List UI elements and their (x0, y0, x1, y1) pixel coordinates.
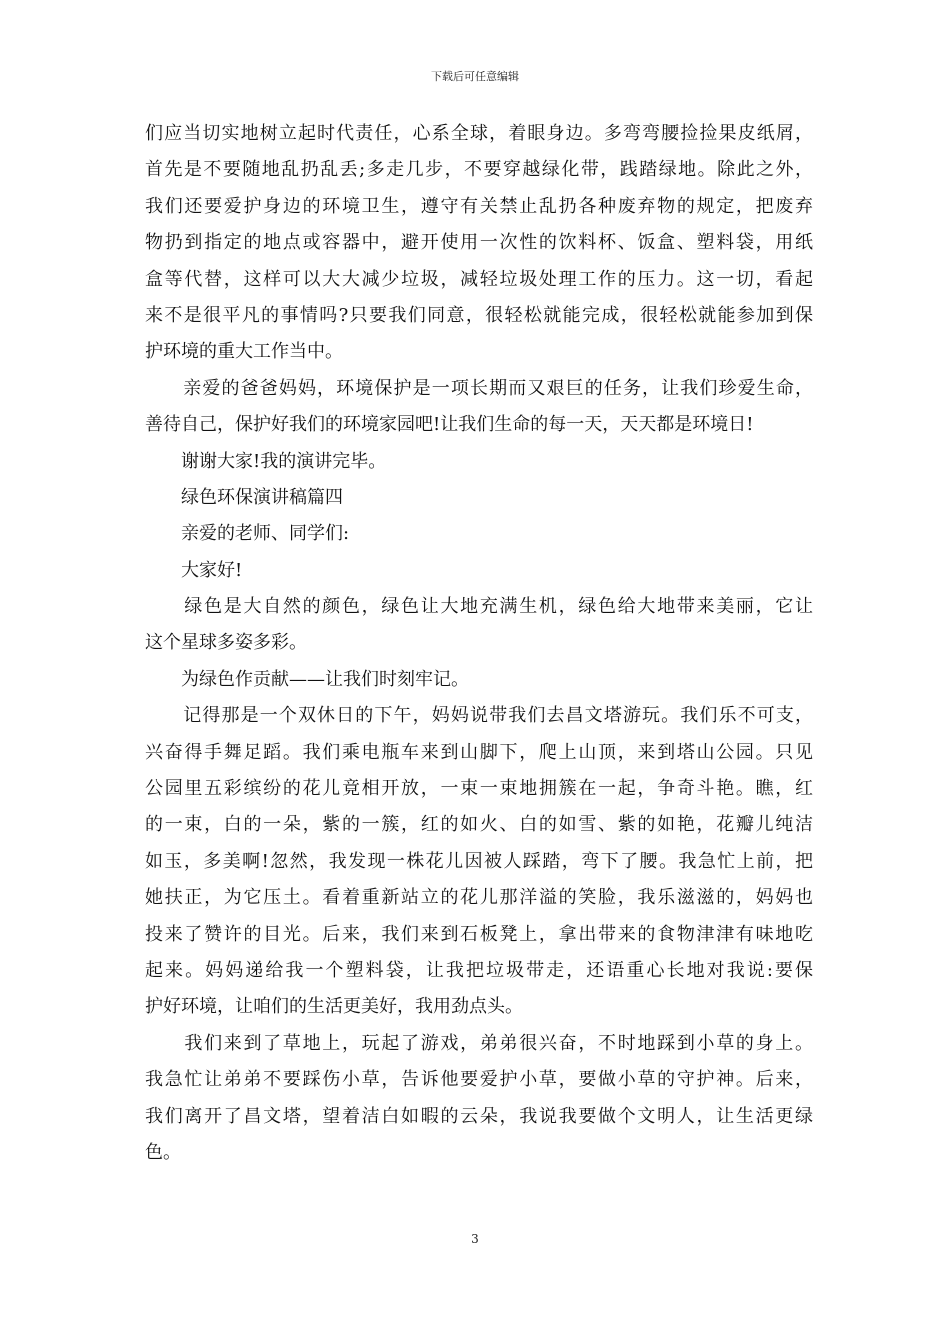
text-line: 大家好! (145, 559, 243, 581)
text-line: 谢谢大家!我的演讲完毕。 (145, 450, 387, 472)
text-line: 们应当切实地树立起时代责任，心系全球，着眼身边。多弯弯腰捡捡果皮纸屑， (145, 123, 813, 144)
page-header: 下载后可任意编辑 (431, 70, 519, 83)
text-line: 首先是不要随地乱扔乱丢;多走几步，不要穿越绿化带，践踏绿地。除此之外， (145, 159, 813, 181)
text-line: 护好环境，让咱们的生活更美好，我用劲点头。 (145, 996, 523, 1018)
text-line: 盒等代替，这样可以大大减少垃圾，减轻垃圾处理工作的压力。这一切，看起 (145, 268, 813, 290)
text-line: 记得那是一个双休日的下午，妈妈说带我们去昌文塔游玩。我们乐不可支， (145, 705, 813, 727)
text-line: 我们还要爱护身边的环境卫生，遵守有关禁止乱扔各种废弃物的规定，把废弃 (145, 195, 813, 217)
section-heading: 绿色环保演讲稿篇四 (145, 486, 343, 508)
text-line: 亲爱的老师、同学们: (145, 523, 350, 545)
text-line: 我急忙让弟弟不要踩伤小草，告诉他要爱护小草，要做小草的守护神。后来， (145, 1069, 813, 1091)
text-line: 她扶正，为它压土。看着重新站立的花儿那洋溢的笑脸，我乐滋滋的，妈妈也 (145, 887, 813, 909)
page-number: 3 (471, 1232, 479, 1246)
text-line: 投来了赞许的目光。后来，我们来到石板凳上，拿出带来的食物津津有味地吃 (145, 923, 813, 945)
text-line: 色。 (145, 1141, 181, 1163)
text-line: 绿色是大自然的颜色，绿色让大地充满生机，绿色给大地带来美丽，它让 (145, 596, 813, 618)
body-text (145, 116, 813, 1171)
text-line: 兴奋得手舞足蹈。我们乘电瓶车来到山脚下，爬上山顶，来到塔山公园。只见 (145, 741, 813, 763)
text-line: 起来。妈妈递给我一个塑料袋，让我把垃圾带走，还语重心长地对我说:要保 (145, 959, 813, 981)
text-line: 如玉，多美啊!忽然，我发现一株花儿因被人踩踏，弯下了腰。我急忙上前，把 (145, 850, 813, 872)
text-line: 物扔到指定的地点或容器中，避开使用一次性的饮料杯、饭盒、塑料袋，用纸 (145, 232, 813, 254)
text-line: 为绿色作贡献——让我们时刻牢记。 (145, 668, 469, 690)
text-line: 公园里五彩缤纷的花儿竟相开放，一束一束地拥簇在一起，争奇斗艳。瞧，红 (145, 778, 813, 800)
text-line: 我们来到了草地上，玩起了游戏，弟弟很兴奋，不时地踩到小草的身上。 (145, 1032, 813, 1054)
text-line: 的一束，白的一朵，紫的一簇，红的如火、白的如雪、紫的如艳，花瓣儿纯洁 (145, 814, 813, 836)
text-line: 亲爱的爸爸妈妈，环境保护是一项长期而又艰巨的任务，让我们珍爱生命， (145, 377, 813, 399)
text-line: 我们离开了昌文塔，望着洁白如暇的云朵，我说我要做个文明人，让生活更绿 (145, 1105, 813, 1127)
text-line: 这个星球多姿多彩。 (145, 632, 307, 654)
text-line: 善待自己，保护好我们的环境家园吧!让我们生命的每一天，天天都是环境日! (145, 414, 754, 436)
text-line: 护环境的重大工作当中。 (145, 341, 343, 363)
text-line: 来不是很平凡的事情吗?只要我们同意，很轻松就能完成，很轻松就能参加到保 (145, 304, 813, 326)
